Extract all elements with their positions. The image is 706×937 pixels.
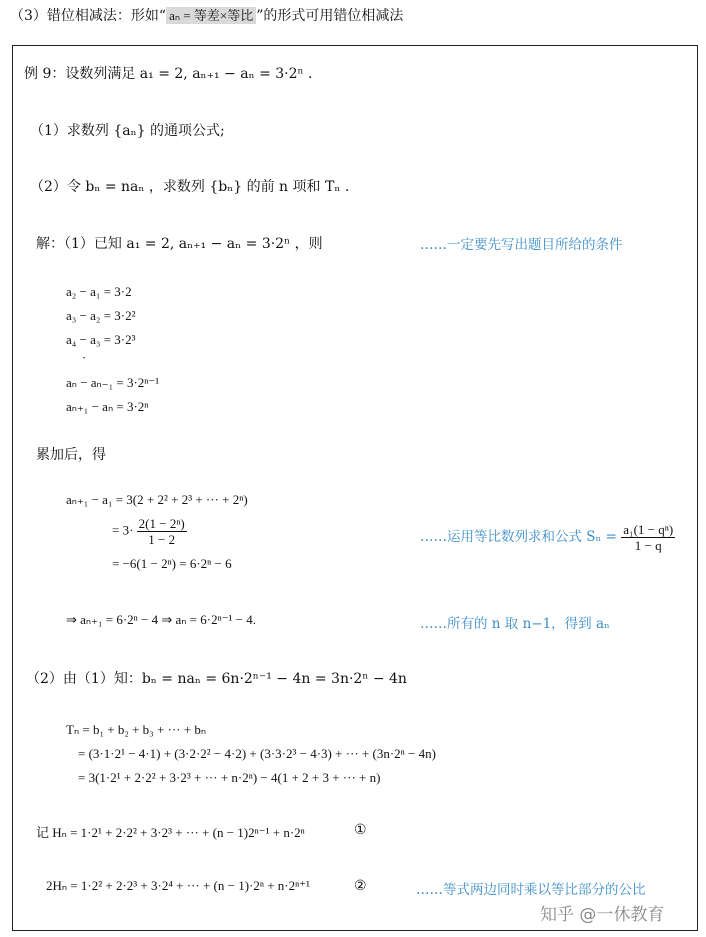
- sum-line-2: [112, 516, 187, 547]
- h-line-2: 2Hₙ = 1·2² + 2·2³ + 3·2⁴ + ··· + (n − 1)·2ⁿ + n·2ⁿ⁺¹: [46, 878, 310, 893]
- solution-intro: 解：（1）已知 a₁ = 2, aₙ₊₁ − aₙ = 3·2ⁿ ，则: [36, 236, 323, 252]
- heading-highlight: aₙ = 等差×等比: [166, 7, 256, 24]
- sum-note-text: ……运用等比数列求和公式 Sₙ =: [420, 529, 617, 545]
- t-line-2: = (3·1·2¹ − 4·1) + (3·2·2² − 4·2) + (3·3·2³ − 4·3) + ··· + (3n·2ⁿ − 4n): [78, 746, 436, 761]
- sum-line-1: aₙ₊₁ − a₁ = 3(2 + 2² + 2³ + ··· + 2ⁿ): [66, 492, 248, 507]
- t-line-1: Tₙ = b₁ + b₂ + b₃ + ··· + bₙ: [66, 722, 207, 737]
- diff-line-1: a₂ − a₁ = 3·2: [66, 284, 132, 299]
- h-line-1: 记 Hₙ = 1·2¹ + 2·2² + 3·2³ + ··· + (n − 1)2ⁿ⁻¹ + n·2ⁿ: [36, 825, 305, 840]
- sum-fraction: [137, 516, 187, 547]
- sum-fraction-den: 1 − 2: [148, 532, 176, 547]
- h-note: ……等式两边同时乘以等比部分的公比: [416, 882, 646, 898]
- t-line-3: = 3(1·2¹ + 2·2² + 3·2³ + ··· + n·2ⁿ) − 4(1 + 2 + 3 + ··· + n): [78, 770, 381, 785]
- diff-line-3: a₄ − a₃ = 3·2³: [66, 332, 136, 347]
- heading-suffix: ”的形式可用错位相减法: [256, 8, 404, 24]
- part2-intro: （2）由（1）知：bₙ = naₙ = 6n·2ⁿ⁻¹ − 4n = 3n·2ⁿ − 4n: [26, 671, 407, 687]
- watermark: 知乎 @一休教育: [540, 905, 665, 925]
- diff-line-2: a₃ − a₂ = 3·2²: [66, 308, 136, 323]
- diff-line-n: aₙ − aₙ₋₁ = 3·2ⁿ⁻¹: [66, 375, 160, 390]
- diff-line-n1: aₙ₊₁ − aₙ = 3·2ⁿ: [66, 399, 149, 414]
- diff-ellipsis: ·: [82, 350, 87, 365]
- section-heading: [10, 5, 403, 25]
- heading-prefix: （3）错位相减法：形如“: [10, 8, 167, 24]
- problem-part2: （2）令 bₙ = naₙ ，求数列 {bₙ} 的前 n 项和 Tₙ .: [30, 179, 350, 195]
- sum-fraction-num: 2(1 − 2ⁿ): [138, 516, 185, 531]
- sum-note-num: a₁(1 − qⁿ): [623, 522, 674, 537]
- sum-note-den: 1 − q: [634, 538, 662, 553]
- h-mark-1: ①: [354, 822, 367, 838]
- result-line: ⇒ aₙ₊₁ = 6·2ⁿ − 4 ⇒ aₙ = 6·2ⁿ⁻¹ − 4.: [66, 612, 257, 627]
- problem-part1: （1）求数列 {aₙ} 的通项公式;: [30, 123, 225, 139]
- sum-note-fraction: [621, 522, 675, 553]
- accumulate-text: 累加后，得: [36, 447, 106, 463]
- h-mark-2: ②: [354, 878, 367, 894]
- problem-title: 例 9：设数列满足 a₁ = 2, aₙ₊₁ − aₙ = 3·2ⁿ .: [24, 66, 313, 82]
- sum-note: [420, 522, 675, 553]
- solution-intro-note: ……一定要先写出题目所给的条件: [420, 237, 623, 253]
- result-note: ……所有的 n 取 n−1，得到 aₙ: [420, 616, 610, 632]
- sum-line-3: = −6(1 − 2ⁿ) = 6·2ⁿ − 6: [112, 556, 232, 571]
- sum-line-2-prefix: = 3·: [112, 522, 134, 538]
